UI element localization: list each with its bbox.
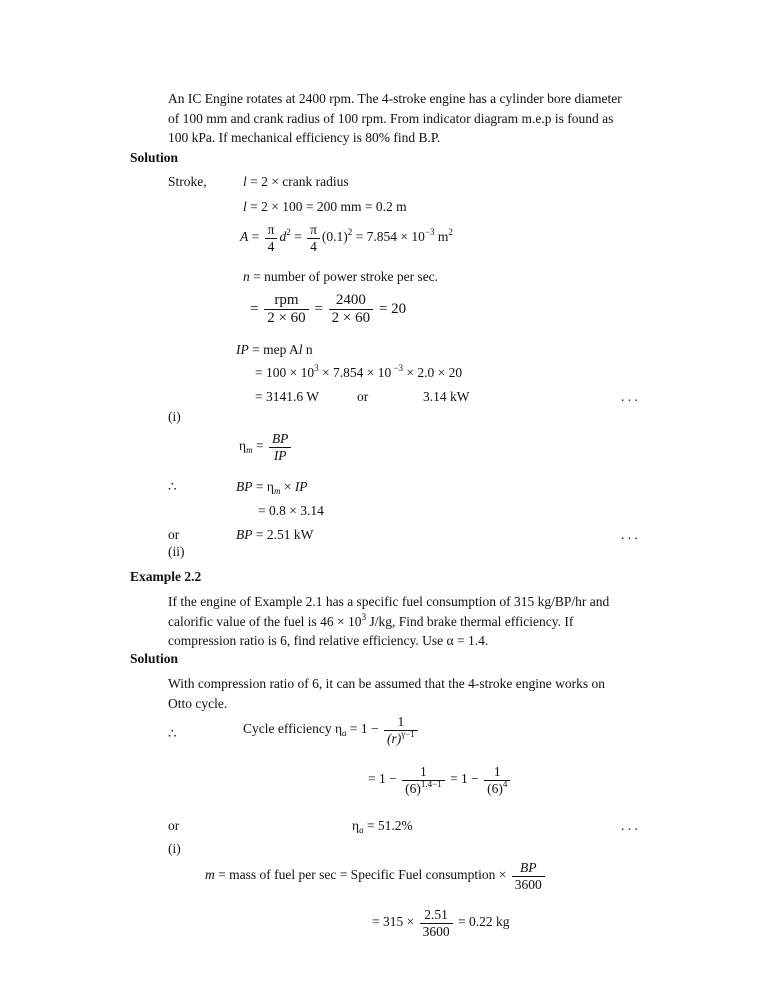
brake-power-calculation: = 0.8 × 3.14 [258, 503, 324, 518]
problem-statement [168, 89, 622, 148]
example-heading: Example 2.2 [130, 569, 202, 584]
indicated-power-formula: IP = mep Al n [236, 342, 313, 357]
problem-line-1: An IC Engine rotates at 2400 rpm. The 4-stroke engine has a cylinder bore diameter [168, 91, 622, 106]
equation-label-ii: (ii) [168, 544, 185, 559]
equation-label-i: (i) [168, 409, 181, 424]
fuel-mass-calculation: = 315 × $\frac{2.51}{3600}$ = 0.22 kg [372, 907, 510, 939]
continuation-dots: . . . [621, 527, 638, 542]
indicated-power-kw: 3.14 kW [423, 389, 470, 404]
fuel-mass-formula: m = mass of fuel per sec = Specific Fuel consumption × $\frac{BP}{3600}$ [205, 860, 547, 892]
cycle-efficiency-substitution: = 1 − $\frac{1}{(6)^{1.4-1}}$ = 1 − $\frac{1}{(6)^4}$ [368, 764, 512, 796]
indicated-power-calculation: = $100 \times 10^3 \times 7.854 \times 10$ $^{-3}$ × 2.0 × 20 [255, 363, 463, 380]
stroke-label: Stroke, [168, 174, 207, 189]
solution-2-intro [168, 674, 605, 713]
therefore-symbol: ∴ [168, 479, 177, 494]
power-stroke-definition: n = number of power stroke per sec. [243, 269, 439, 284]
or-label: or [168, 818, 180, 833]
or-text: or [357, 389, 369, 404]
therefore-symbol: ∴ [168, 726, 177, 741]
solution-heading-1: Solution [130, 150, 179, 165]
or-label: or [168, 527, 180, 542]
mechanical-efficiency-formula: $\eta_m$ = $\frac{BP}{IP}$ [239, 431, 293, 463]
example-line-3: compression ratio is 6, find relative efficiency. Use α = 1.4. [168, 633, 489, 648]
power-stroke-calculation: = $\frac{\text{rpm}}{2 \times 60}$ = $\frac{2400}{2 \times 60}$ = 20 [250, 292, 407, 327]
cycle-efficiency-formula: Cycle efficiency $\eta_a = 1$ − $\frac{1}{(r)^{\gamma-1}}$ [243, 714, 420, 746]
example-statement [168, 592, 609, 651]
example-line-1: If the engine of Example 2.1 has a specific fuel consumption of 315 kg/BP/hr and [168, 594, 610, 609]
brake-power-result: BP = 2.51 kW [236, 527, 314, 542]
area-formula: A = $\frac{\pi}{4}$ $d^2$ = $\frac{\pi}{4}$ $(0.1)^2 = 7.854 \times 10^{-3}$ $m^2$ [240, 222, 453, 254]
air-standard-efficiency-result: $\eta_a = 51.2\%$ [352, 818, 413, 835]
continuation-dots: . . . [621, 818, 638, 833]
solution-2-line-1: With compression ratio of 6, it can be assumed that the 4-stroke engine works on [168, 676, 605, 691]
indicated-power-result: = 3141.6 W [255, 389, 319, 404]
problem-line-3: 100 kPa. If mechanical efficiency is 80% find B.P. [168, 130, 441, 145]
solution-2-line-2: Otto cycle. [168, 695, 228, 711]
stroke-calculation: l = 2 × 100 = 200 mm = 0.2 m [243, 199, 407, 214]
stroke-definition: l = 2 × crank radius [243, 174, 349, 189]
brake-power-formula: BP = $\eta_m$ × IP [236, 479, 308, 496]
equation-label-i: (i) [168, 841, 181, 856]
solution-heading-2: Solution [130, 651, 179, 666]
example-line-2: calorific value of the fuel is $46 \times 10^3$ J/kg, Find brake thermal efficiency. If [168, 611, 574, 629]
problem-line-2: of 100 mm and crank radius of 100 rpm. From indicator diagram m.e.p is found as [168, 110, 614, 126]
continuation-dots: . . . [621, 389, 638, 404]
